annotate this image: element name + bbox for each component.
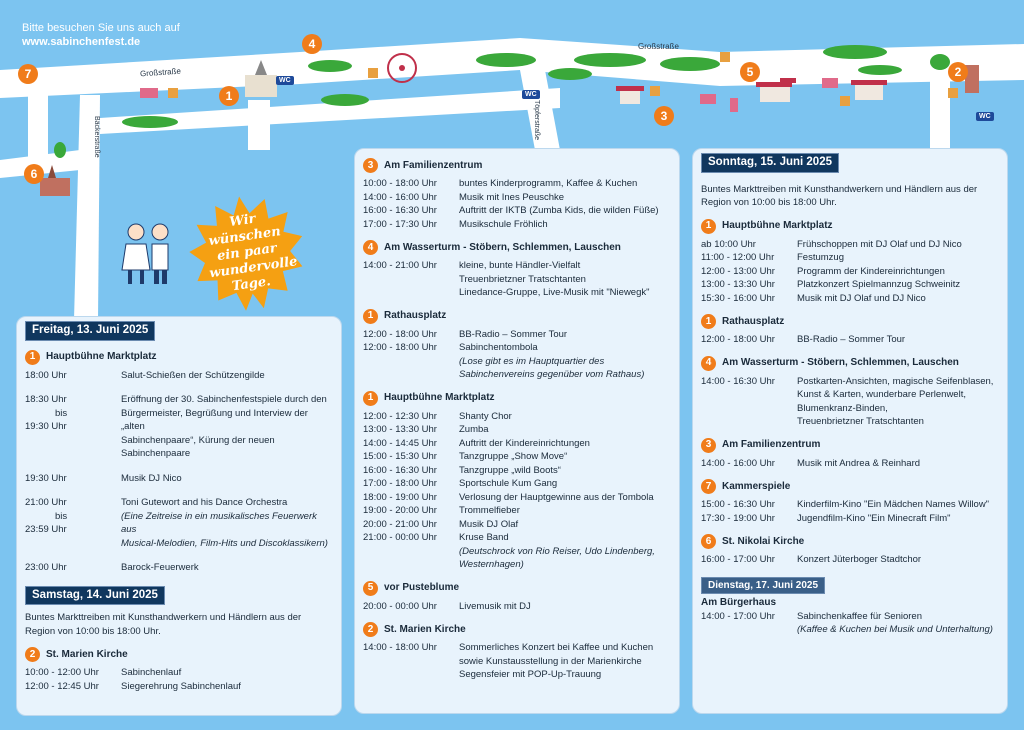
wc-sign-2: WC	[522, 90, 540, 99]
location-badge: 1	[701, 314, 716, 329]
event-row	[25, 666, 333, 680]
section-title: Am Wasserturm - Stöbern, Schlemmen, Lauschen	[722, 357, 959, 369]
event-time	[25, 496, 121, 550]
event-note: (Lose gibt es im Hauptquartier des	[459, 355, 605, 367]
event-time	[363, 273, 459, 287]
map-badge-6: 6	[24, 164, 44, 184]
event-time-line: bis	[55, 510, 68, 522]
event-note: (Deutschrock von Rio Reiser, Udo Lindenberg,	[459, 545, 655, 557]
event-title: Platzkonzert Spielmannzug Schweinitz	[797, 279, 961, 290]
event-time: 16:00 - 16:30 Uhr	[363, 205, 437, 216]
event-time	[363, 655, 459, 669]
event-title: Jugendfilm-Kino "Ein Minecraft Film"	[797, 512, 951, 524]
event-row	[701, 278, 999, 292]
street-label-baeckerstrasse: Bäckerstraße	[93, 116, 100, 158]
event-time	[363, 368, 459, 382]
greeting-starburst	[183, 189, 312, 318]
location-badge: 1	[25, 350, 40, 365]
event-title-line: Bürgermeister, Begrüßung und Interview der „alten	[121, 407, 308, 432]
event-time	[701, 402, 797, 416]
section-header	[363, 309, 671, 324]
event-time: 12:00 - 13:00 Uhr	[701, 265, 775, 277]
event-title: Blumenkranz-Binden,	[797, 402, 888, 414]
event-title-line: Toni Gutewort and his Dance Orchestra	[121, 497, 288, 508]
friday-events	[25, 369, 333, 575]
event-time: ab 10:00 Uhr	[701, 238, 756, 250]
event-time	[25, 472, 121, 486]
event-title: Frühschoppen mit DJ Olaf und DJ Nico	[797, 238, 962, 250]
day-header-saturday: Samstag, 14. Juni 2025	[25, 586, 165, 606]
event-title: Auftritt der Kindereinrichtungen	[459, 437, 590, 449]
event-title: Musik DJ Olaf	[459, 518, 519, 530]
event-row	[701, 402, 999, 416]
event-title: BB-Radio – Sommer Tour	[459, 328, 568, 340]
section-header	[363, 391, 671, 406]
event-time: 14:00 - 16:30 Uhr	[701, 375, 775, 387]
event-time	[363, 668, 459, 682]
section-header	[363, 158, 671, 173]
event-time	[363, 286, 459, 300]
event-row	[363, 655, 671, 669]
event-row	[701, 623, 999, 637]
section-header	[701, 438, 999, 453]
event-row	[25, 496, 333, 550]
event-time: 17:30 - 19:00 Uhr	[701, 512, 775, 524]
location-badge: 5	[363, 581, 378, 596]
event-time: 17:00 - 18:00 Uhr	[363, 478, 437, 489]
event-row	[363, 518, 671, 532]
event-row	[363, 410, 671, 424]
location-badge: 1	[363, 309, 378, 324]
event-time: 15:30 - 16:00 Uhr	[701, 292, 775, 304]
event-time-line: 23:00 Uhr	[25, 562, 67, 573]
event-time: 12:00 - 18:00 Uhr	[363, 328, 437, 340]
map-badge-3: 3	[654, 106, 674, 126]
event-title: Programm der Kindereinrichtungen	[797, 265, 945, 277]
saturday-intro: Buntes Markttreiben mit Kunsthandwerkern und Händlern aus der Region von 10:00 bis 18:00 Uhr.	[25, 612, 302, 637]
event-note-line: Musical-Melodien, Film-Hits und Discoklassikern)	[121, 537, 328, 549]
event-title: buntes Kinderprogramm, Kaffee & Kuchen	[459, 178, 638, 189]
event-title: Zumba	[459, 424, 489, 435]
event-row	[363, 259, 671, 273]
section-header	[363, 581, 671, 596]
event-time: 11:00 - 12:00 Uhr	[701, 252, 775, 263]
event-time-line: 18:30 Uhr	[25, 394, 67, 405]
event-title: Tanzgruppe „wild Boots“	[459, 464, 561, 476]
event-time: 14:00 - 16:00 Uhr	[363, 191, 437, 203]
event-row	[363, 600, 671, 614]
event-title: Musik mit Ines Peuschke	[459, 191, 565, 203]
event-row	[701, 333, 999, 347]
event-time-line: bis	[55, 407, 68, 419]
event-title: Sportschule Kum Gang	[459, 478, 558, 489]
event-row	[25, 472, 333, 486]
event-row	[363, 641, 671, 655]
event-row	[363, 437, 671, 451]
event-time: 12:00 - 12:30 Uhr	[363, 410, 437, 422]
map-badge-5: 5	[740, 62, 760, 82]
event-title: Konzert Jüterboger Stadtchor	[797, 554, 922, 565]
event-row	[701, 553, 999, 567]
section-title: St. Marien Kirche	[384, 623, 466, 635]
location-badge: 1	[701, 219, 716, 234]
event-title: Musik mit Andrea & Reinhard	[797, 457, 921, 469]
event-time	[701, 388, 797, 402]
event-row	[701, 292, 999, 306]
event-note: (Kaffee & Kuchen bei Musik und Unterhaltung)	[797, 624, 993, 635]
section-header	[363, 240, 671, 255]
event-title: Kinderfilm-Kino "Ein Mädchen Names Willow"	[797, 499, 990, 510]
event-time: 20:00 - 00:00 Uhr	[363, 600, 437, 612]
event-title: Kruse Band	[459, 532, 509, 543]
event-row	[363, 204, 671, 218]
event-row	[701, 610, 999, 624]
header-visit-text: Bitte besuchen Sie uns auch auf	[22, 22, 180, 34]
event-row	[25, 561, 333, 575]
section-title: St. Nikolai Kirche	[722, 535, 805, 547]
event-time: 10:00 - 12:00 Uhr	[25, 667, 99, 678]
tuesday-place: Am Bürgerhaus	[701, 597, 777, 608]
event-time	[25, 369, 121, 383]
event-title: Festumzug	[797, 252, 844, 263]
event-title-line: Barock-Feuerwerk	[121, 562, 199, 573]
event-time-line: 19:30 Uhr	[25, 472, 67, 484]
section-title: St. Marien Kirche	[46, 648, 128, 660]
event-title: Treuenbrietzner Tratschtanten	[459, 273, 586, 285]
event-row	[25, 393, 333, 461]
event-time: 16:00 - 17:00 Uhr	[701, 554, 775, 565]
event-title	[121, 561, 333, 575]
event-time	[25, 561, 121, 575]
map-badge-7: 7	[18, 64, 38, 84]
event-title: Sabinchentombola	[459, 342, 538, 353]
section-header	[25, 647, 333, 662]
map-badge-4: 4	[302, 34, 322, 54]
event-row	[701, 498, 999, 512]
event-title-line: Eröffnung der 30. Sabinchenfestspiele durch den	[121, 394, 327, 405]
event-time-line: 21:00 Uhr	[25, 497, 67, 508]
panel-left	[16, 316, 342, 716]
event-row	[363, 531, 671, 545]
event-title	[121, 393, 333, 461]
event-time: 17:00 - 17:30 Uhr	[363, 218, 437, 230]
mascot-couple-illustration	[118, 220, 178, 290]
event-title: Postkarten-Ansichten, magische Seifenblasen,	[797, 375, 994, 387]
location-badge: 3	[701, 438, 716, 453]
event-row	[363, 450, 671, 464]
section-header	[701, 356, 999, 371]
section-header	[701, 479, 999, 494]
location-badge: 2	[25, 647, 40, 662]
street-label-toepferstrasse: Töpferstraße	[533, 100, 540, 141]
wc-sign-3: WC	[976, 112, 994, 121]
event-time: 21:00 - 00:00 Uhr	[363, 532, 437, 543]
greeting-text: Wir wünschen ein paar wundervolle Tage.	[207, 211, 299, 295]
map-badge-2: 2	[948, 62, 968, 82]
event-time	[701, 623, 797, 637]
event-title: Sabinchenlauf	[121, 667, 182, 678]
section-title: Rathausplatz	[384, 310, 447, 322]
street-label-grossstrasse-2: Großstraße	[638, 42, 679, 51]
event-time: 20:00 - 21:00 Uhr	[363, 518, 437, 530]
event-title-line: Sabinchenpaare“, Kürung der neuen Sabinchenpaare	[121, 434, 275, 459]
event-title: Linedance-Gruppe, Live-Musik mit "Niewegk"	[459, 287, 650, 298]
map-badge-1: 1	[219, 86, 239, 106]
event-time: 12:00 - 18:00 Uhr	[363, 342, 437, 353]
event-row	[363, 545, 671, 559]
section-title: Am Wasserturm - Stöbern, Schlemmen, Lauschen	[384, 241, 621, 253]
event-time	[363, 558, 459, 572]
event-row	[363, 464, 671, 478]
event-title: Auftritt der IKTB (Zumba Kids, die wilden Füße)	[459, 205, 659, 216]
event-title: Segensfeier mit POP-Up-Trauung	[459, 669, 602, 680]
event-title: Siegerehrung Sabinchenlauf	[121, 680, 241, 692]
event-note: Sabinchenvereins gegenüber vom Rathaus)	[459, 369, 645, 380]
sunday-intro: Buntes Markttreiben mit Kunsthandwerkern und Händlern aus der Region von 10:00 bis 18:00 Uhr.	[701, 183, 978, 208]
event-row	[25, 369, 333, 383]
event-row	[363, 558, 671, 572]
event-time: 12:00 - 12:45 Uhr	[25, 680, 99, 692]
event-time: 14:00 - 21:00 Uhr	[363, 260, 437, 271]
event-time: 14:00 - 14:45 Uhr	[363, 437, 437, 449]
day-header-tuesday: Dienstag, 17. Juni 2025	[701, 577, 825, 595]
event-row	[701, 512, 999, 526]
event-row	[363, 286, 671, 300]
event-time: 16:00 - 16:30 Uhr	[363, 464, 437, 476]
event-note: Westernhagen)	[459, 559, 524, 570]
location-badge: 7	[701, 479, 716, 494]
panel-middle	[354, 148, 680, 714]
event-time-line: 19:30 Uhr	[25, 421, 67, 432]
event-title-line: Musik DJ Nico	[121, 472, 182, 484]
event-time: 13:00 - 13:30 Uhr	[363, 424, 437, 435]
event-title-line: Salut-Schießen der Schützengilde	[121, 369, 265, 381]
event-title: Treuenbrietzner Tratschtanten	[797, 416, 924, 427]
middle-sections	[363, 158, 671, 682]
event-title: sowie Kunstausstellung in der Marienkirche	[459, 655, 642, 667]
event-time	[701, 415, 797, 429]
event-row	[363, 423, 671, 437]
location-badge: 1	[363, 391, 378, 406]
event-row	[701, 388, 999, 402]
event-time: 18:00 - 19:00 Uhr	[363, 491, 437, 503]
event-title: Musikschule Fröhlich	[459, 218, 548, 230]
event-time: 14:00 - 16:00 Uhr	[701, 457, 775, 469]
event-time: 15:00 - 15:30 Uhr	[363, 451, 437, 462]
event-title: Livemusik mit DJ	[459, 600, 531, 612]
event-time: 14:00 - 18:00 Uhr	[363, 642, 437, 653]
event-row	[363, 341, 671, 355]
section-header	[363, 622, 671, 637]
event-row	[363, 477, 671, 491]
event-row	[701, 238, 999, 252]
location-badge: 4	[701, 356, 716, 371]
event-row	[363, 273, 671, 287]
event-row	[701, 457, 999, 471]
section-title: vor Pusteblume	[384, 582, 460, 594]
location-badge: 6	[701, 534, 716, 549]
street-label-grossstrasse-1: Großstraße	[139, 66, 182, 79]
event-row	[363, 191, 671, 205]
section-title: Am Familienzentrum	[384, 159, 483, 171]
section-header	[701, 314, 999, 329]
section-title: Hauptbühne Marktplatz	[722, 220, 833, 232]
event-time-line: 18:00 Uhr	[25, 369, 67, 381]
event-title	[121, 472, 333, 486]
event-time: 10:00 - 18:00 Uhr	[363, 178, 437, 189]
event-title: Kunst & Karten, wunderbare Perlenwelt,	[797, 389, 966, 400]
event-row	[363, 668, 671, 682]
event-row	[363, 177, 671, 191]
event-time: 12:00 - 18:00 Uhr	[701, 334, 775, 345]
event-time	[363, 355, 459, 369]
event-title	[121, 496, 333, 550]
event-title: BB-Radio – Sommer Tour	[797, 334, 906, 345]
location-badge: 2	[363, 622, 378, 637]
event-time	[25, 393, 121, 461]
section-title: Rathausplatz	[722, 315, 785, 327]
event-row	[701, 265, 999, 279]
sunday-sections	[701, 219, 999, 567]
event-row	[363, 218, 671, 232]
section-title: Kammerspiele	[722, 480, 791, 492]
event-row	[363, 355, 671, 369]
panel-right	[692, 148, 1008, 714]
event-time	[363, 545, 459, 559]
event-title: Sommerliches Konzert bei Kaffee und Kuchen	[459, 642, 654, 653]
event-title: Musik mit DJ Olaf und DJ Nico	[797, 292, 926, 304]
event-title: Sabinchenkaffee für Senioren	[797, 610, 922, 622]
event-time: 19:00 - 20:00 Uhr	[363, 505, 437, 516]
section-header	[25, 350, 333, 365]
event-row	[25, 680, 333, 694]
event-time-line: 23:59 Uhr	[25, 524, 67, 535]
event-time: 14:00 - 17:00 Uhr	[701, 610, 775, 622]
event-row	[363, 328, 671, 342]
event-title: Tanzgruppe „Show Move“	[459, 451, 568, 462]
event-row	[701, 251, 999, 265]
section-header	[701, 534, 999, 549]
event-title: Verlosung der Hauptgewinne aus der Tombola	[459, 491, 654, 503]
event-row	[363, 504, 671, 518]
event-row	[363, 368, 671, 382]
header-url[interactable]: www.sabinchenfest.de	[22, 36, 141, 48]
section-title: Hauptbühne Marktplatz	[46, 351, 157, 363]
section-title: Am Familienzentrum	[722, 439, 821, 451]
day-header-sunday: Sonntag, 15. Juni 2025	[701, 153, 839, 173]
location-badge: 4	[363, 240, 378, 255]
event-time: 13:00 - 13:30 Uhr	[701, 279, 775, 290]
section-header	[701, 219, 999, 234]
event-title	[121, 369, 333, 383]
event-row	[363, 491, 671, 505]
event-title: kleine, bunte Händler-Vielfalt	[459, 260, 581, 271]
event-note-line: (Eine Zeitreise in ein musikalisches Feuerwerk aus	[121, 510, 317, 535]
event-time: 15:00 - 16:30 Uhr	[701, 499, 775, 510]
event-row	[701, 415, 999, 429]
section-title: Hauptbühne Marktplatz	[384, 392, 495, 404]
event-row	[701, 375, 999, 389]
day-header-friday: Freitag, 13. Juni 2025	[25, 321, 155, 341]
wc-sign-1: WC	[276, 76, 294, 85]
event-title: Shanty Chor	[459, 410, 512, 422]
location-badge: 3	[363, 158, 378, 173]
event-title: Trommelfieber	[459, 505, 520, 516]
